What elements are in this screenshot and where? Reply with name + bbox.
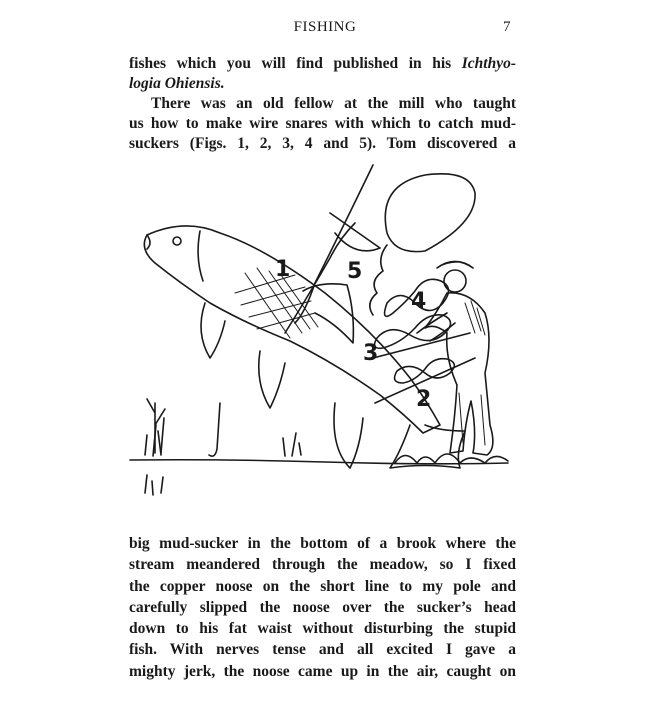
text-line: down to his fat waist without disturbing the stupid: [129, 620, 516, 638]
snare-3: [375, 315, 451, 349]
noose-loop: [385, 174, 475, 252]
text-line: There was an old fellow at the mill who taught: [151, 95, 516, 112]
anal-fin: [334, 403, 363, 468]
text-line: fish. With nerves tense and all excited I gave a: [129, 641, 516, 659]
text-line: [129, 74, 516, 94]
fish-mouth: [147, 235, 150, 249]
running-title: FISHING: [293, 19, 357, 35]
fishing-line: [295, 165, 373, 323]
running-head: [0, 19, 650, 41]
text-line: suckers (Figs. 1, 2, 3, 4 and 5). Tom discovered a: [129, 135, 516, 152]
page-number: 7: [503, 19, 511, 35]
text-line: the copper noose on the short line to my pole and: [129, 577, 516, 595]
man-head: [444, 270, 466, 292]
noose-twist: [370, 245, 387, 315]
paragraph-top: [129, 54, 516, 154]
hook-line: [209, 403, 220, 456]
text-line: [129, 54, 516, 74]
illustration-svg: [125, 163, 510, 518]
man-shading: [459, 301, 485, 445]
ground-tufts: [395, 454, 508, 463]
belly-fin: [259, 351, 285, 408]
fish-eye: [173, 237, 181, 245]
text-line-segment: fishes which you will find published in his: [129, 55, 462, 72]
figure-label-3: 3: [363, 341, 379, 366]
text-line: mighty jerk, the noose came up in the air, caught on: [129, 662, 516, 680]
figure-label-4: 4: [411, 289, 427, 314]
paragraph-bottom: [129, 533, 516, 682]
text-line: big mud-sucker in the bottom of a brook where the: [129, 535, 516, 552]
fish-head-line: [198, 231, 203, 281]
fishing-illustration: [125, 163, 510, 518]
figure-label-1: 1: [275, 257, 291, 282]
text-line: us how to make wire snares with which to catch mud-: [129, 115, 516, 132]
figure-label-5: 5: [347, 259, 363, 284]
text-line: stream meandered through the meadow, so I fixed: [129, 556, 516, 574]
italic-title-part: Ichthyo-: [461, 55, 516, 72]
ground-line: [130, 460, 508, 464]
figure-label-2: 2: [416, 387, 432, 412]
man-hat: [437, 262, 473, 269]
text-line: carefully slipped the noose over the sucker’s head: [129, 598, 516, 616]
pectoral-fin: [201, 303, 225, 358]
italic-title-part: logia Ohiensis.: [129, 75, 225, 92]
